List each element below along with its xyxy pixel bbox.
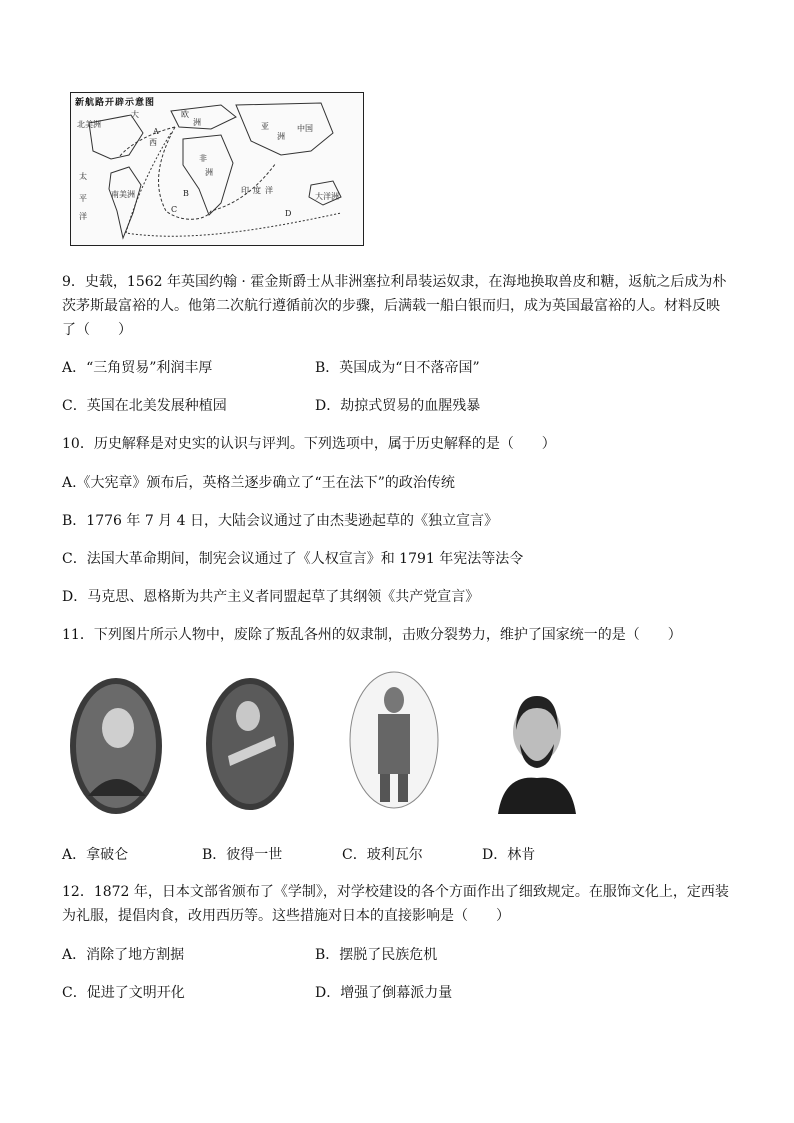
q12-option-a[interactable]: A．消除了地方割据 (62, 947, 185, 963)
q11-option-d[interactable]: D．林肯 (482, 847, 536, 863)
q12-option-b[interactable]: B．摆脱了民族危机 (315, 947, 438, 963)
map-label: 洲 (205, 168, 213, 177)
q9-option-c[interactable]: C．英国在北美发展种植园 (62, 398, 227, 414)
map-label: 度 (253, 186, 261, 195)
q12-line1: 12．1872 年，日本文部省颁布了《学制》，对学校建设的各个方面作出了细致规定。在服饰文化上，定西装 (62, 884, 729, 900)
map-label: 亚 (261, 122, 269, 131)
q10-option-c[interactable]: C．法国大革命期间，制宪会议通过了《人权宣言》和 1791 年宪法等法令 (62, 551, 524, 567)
route-map (70, 92, 364, 246)
map-label: D (285, 209, 292, 218)
q10-option-a[interactable]: A.《大宪章》颁布后，英格兰逐步确立了“王在法下”的政治传统 (62, 475, 455, 491)
map-label: 中国 (297, 124, 313, 133)
map-label: 大洋洲 (315, 192, 339, 201)
map-label: 平 (79, 194, 87, 203)
portrait-bolivar (348, 670, 440, 810)
q11-option-a[interactable]: A．拿破仑 (62, 847, 129, 863)
map-label: 大 (131, 110, 139, 119)
map-title: 新航路开辟示意图 (75, 98, 156, 108)
q9-line3: 了（ ） (62, 322, 132, 338)
map-label: 印 (241, 186, 249, 195)
q10-option-b[interactable]: B．1776 年 7 月 4 日，大陆会议通过了由杰斐逊起草的《独立宣言》 (62, 513, 498, 529)
map-label: 洋 (265, 186, 273, 195)
q10-option-d[interactable]: D．马克思、恩格斯为共产主义者同盟起草了其纲领《共产党宣言》 (62, 589, 480, 605)
map-label: 洋 (79, 212, 87, 221)
map-label: 洲 (193, 118, 201, 127)
map-label: 北美洲 (77, 120, 101, 129)
q9-option-b[interactable]: B．英国成为“日不落帝国” (315, 360, 480, 376)
q11-option-b[interactable]: B．彼得一世 (202, 847, 283, 863)
q11-option-c[interactable]: C．玻利瓦尔 (342, 847, 423, 863)
map-label: 太 (79, 172, 87, 181)
q9-option-a[interactable]: A．“三角贸易”利润丰厚 (62, 360, 213, 376)
map-label: 欧 (181, 110, 189, 119)
q9-line1: 9．史载，1562 年英国约翰 · 霍金斯爵士从非洲塞拉利昂装运奴隶，在海地换取兽皮和糖，返航之后成为朴 (62, 274, 727, 290)
map-label: B (183, 189, 189, 198)
q12-option-d[interactable]: D．增强了倒幕派力量 (315, 985, 453, 1001)
map-label: 南美洲 (111, 190, 135, 199)
q9-option-d[interactable]: D．劫掠式贸易的血腥残暴 (315, 398, 481, 414)
question-9 (62, 270, 742, 342)
map-drawing (71, 93, 363, 245)
portrait-lincoln (494, 682, 580, 814)
map-label: A (153, 127, 159, 136)
map-label: 非 (199, 154, 207, 163)
q12-line2: 为礼服，提倡肉食，改用西历等。这些措施对日本的直接影响是（ ） (62, 908, 510, 924)
map-label: C (171, 205, 178, 214)
q9-line2: 茨茅斯最富裕的人。他第二次航行遵循前次的步骤，后满载一船白银而归，成为英国最富裕的人。材料反映 (62, 298, 720, 314)
portrait-peter-i (204, 676, 296, 812)
map-label: 洲 (277, 132, 285, 141)
q12-option-c[interactable]: C．促进了文明开化 (62, 985, 185, 1001)
question-12 (62, 880, 742, 928)
question-11: 11．下列图片所示人物中，废除了叛乱各州的奴隶制，击败分裂势力，维护了国家统一的是（ ） (62, 627, 682, 643)
portrait-napoleon (68, 676, 164, 816)
map-label: 西 (149, 138, 157, 147)
question-10: 10．历史解释是对史实的认识与评判。下列选项中，属于历史解释的是（ ） (62, 436, 556, 452)
